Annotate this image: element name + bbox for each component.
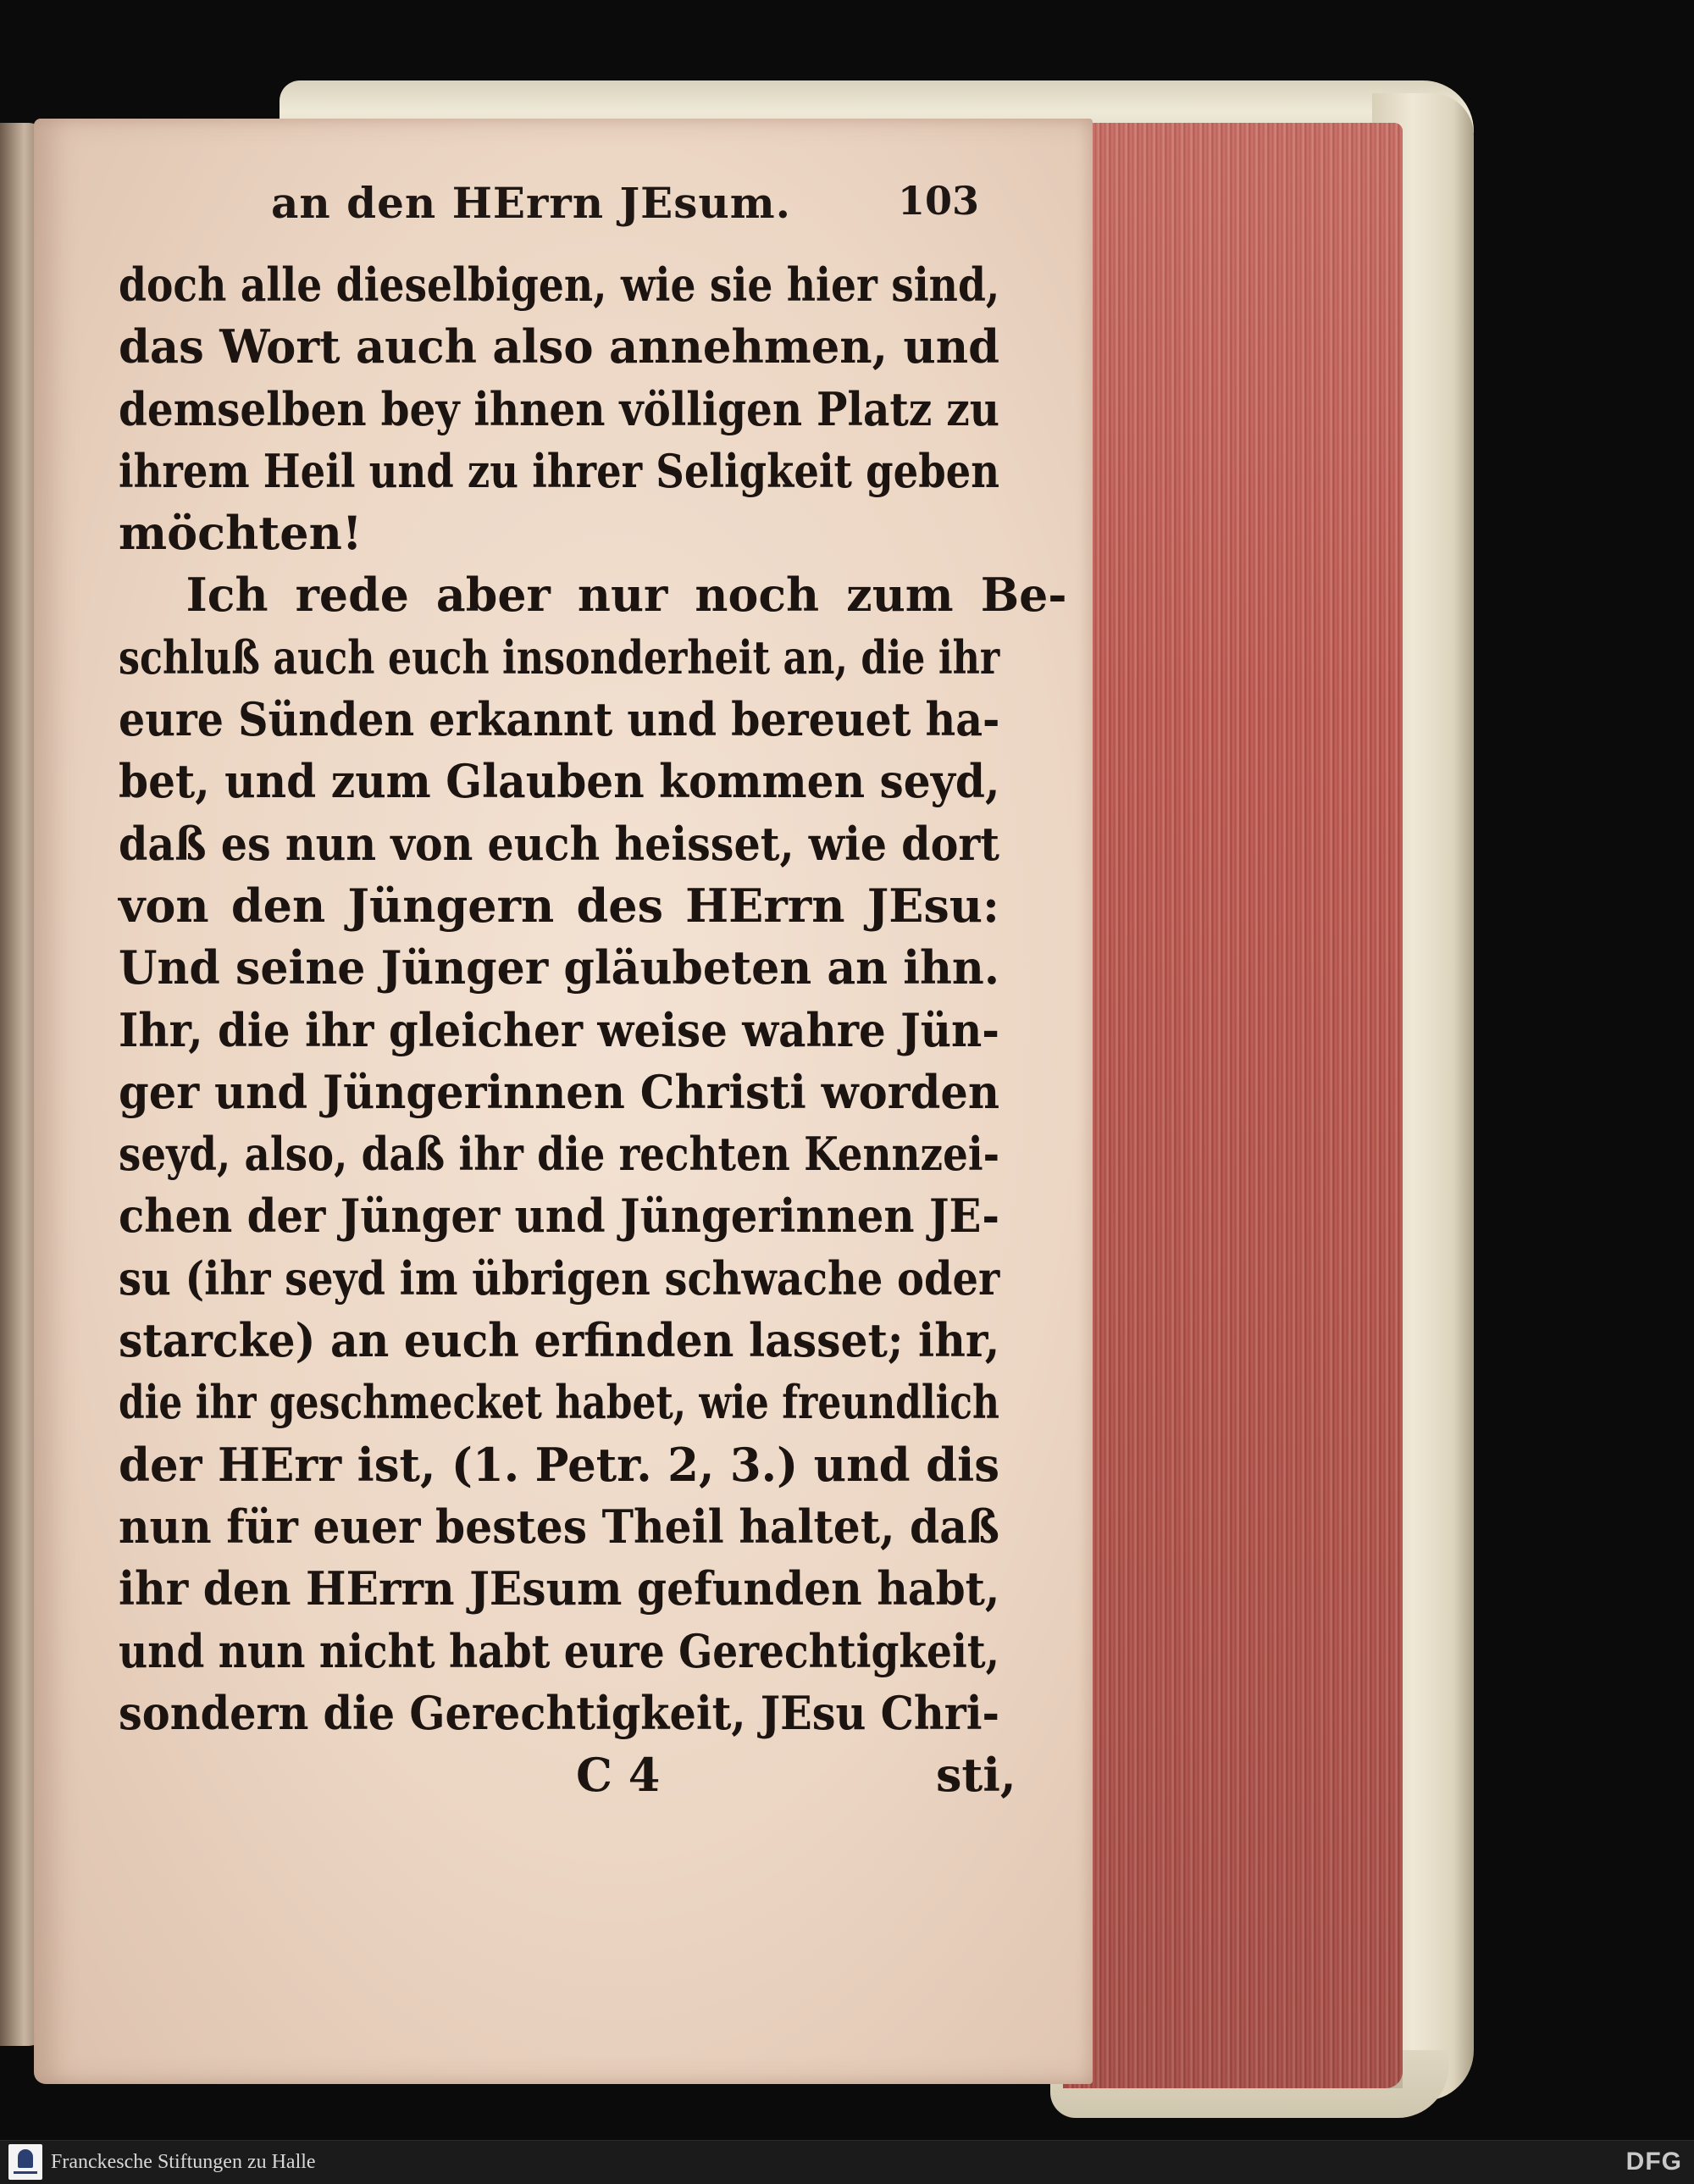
text-line: chen der Jünger und Jüngerinnen JE- — [119, 1189, 999, 1244]
body-text — [119, 254, 1067, 1744]
dfg-logo: DFG — [1625, 2148, 1682, 2176]
text-line: ihrem Heil und zu ihrer Seligkeit geben — [119, 443, 1000, 498]
red-page-edges — [1063, 123, 1403, 2088]
text-line: ihr den HErrn JEsum gefunden habt, — [119, 1561, 1000, 1616]
text-line: schluß auch euch insonderheit an, die ihr — [119, 629, 1000, 685]
viewer-footer-bar — [0, 2140, 1694, 2184]
page-number: 103 — [898, 178, 980, 224]
franckesche-stiftungen-logo-icon — [8, 2144, 42, 2180]
text-line: eure Sünden erkannt und bereuet ha- — [119, 692, 1000, 747]
text-line: und nun nicht habt eure Gerechtigkeit, — [119, 1623, 999, 1678]
text-block — [119, 169, 1067, 1815]
page-footer — [119, 1748, 1016, 1815]
text-line: möchten! — [119, 506, 363, 561]
running-title: an den HErrn JEsum. — [271, 178, 792, 228]
signature-mark: C 4 — [576, 1748, 661, 1803]
text-line: die ihr geschmecket habet, wie freundlich — [119, 1375, 999, 1430]
text-line: su (ihr seyd im übrigen schwache oder — [119, 1250, 1000, 1305]
text-line: Ihr, die ihr gleicher weise wahre Jün- — [119, 1002, 999, 1057]
text-line: starcke) an euch erfinden lasset; ihr, — [119, 1313, 1000, 1368]
text-line: seyd, also, daß ihr die rechten Kennzei- — [119, 1127, 999, 1182]
text-line: sondern die Gerechtigkeit, JEsu Chri- — [119, 1685, 999, 1740]
text-line: von den Jüngern des HErrn JEsu: — [119, 878, 999, 933]
running-head — [119, 169, 999, 246]
text-line: der HErr ist, (1. Petr. 2, 3.) und dis — [119, 1437, 999, 1492]
book-page — [34, 119, 1093, 2084]
catchword: sti, — [936, 1748, 1016, 1803]
text-line: Und seine Jünger gläubeten an ihn. — [119, 940, 999, 995]
text-line: ger und Jüngerinnen Christi worden — [119, 1064, 999, 1119]
text-line: daß es nun von euch heisset, wie dort — [119, 816, 999, 871]
institution-name: Franckesche Stiftungen zu Halle — [51, 2151, 316, 2173]
text-line: demselben bey ihnen völligen Platz zu — [119, 381, 999, 436]
text-line: nun für euer bestes Theil haltet, daß — [119, 1499, 999, 1554]
text-line: das Wort auch also annehmen, und — [119, 319, 1000, 374]
text-line: Ich rede aber nur noch zum Be- — [185, 568, 1067, 623]
text-line: doch alle dieselbigen, wie sie hier sind, — [119, 258, 1000, 312]
text-line: bet, und zum Glauben kommen seyd, — [119, 754, 1000, 809]
